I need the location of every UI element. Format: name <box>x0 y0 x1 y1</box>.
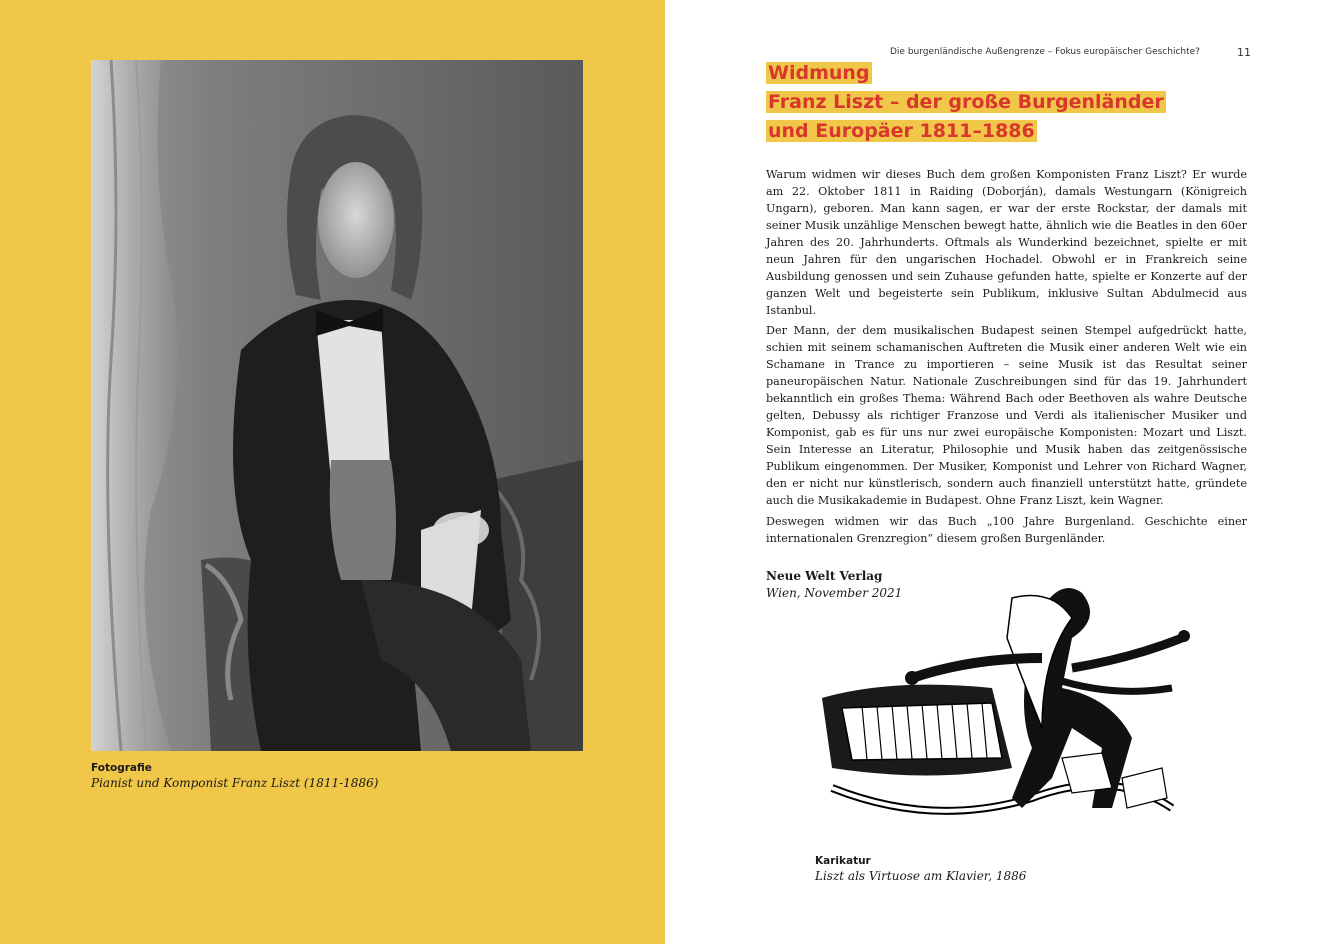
title-line-3: und Europäer 1811–1886 <box>768 120 1035 142</box>
title-line-1: Widmung <box>768 62 870 84</box>
title-line-2: Franz Liszt – der große Burgenländer <box>768 91 1164 113</box>
paragraph-2: Der Mann, der dem musikalischen Budapest seinen Stempel aufgedrückt hatte, schien mit seinem schamanischen Auftreten die Musik einer anderen Welt wie ein Schamane in Trance zu importieren – seine Musik ist das Resultat seiner paneuropäischen Natur. Nationale Zuschreibungen sind für das 19. Jahrhundert bekanntlich ein großes Thema: Während Bach oder Beethoven als wahre Deutsche gelten, Debussy als richtiger Franzose und Verdi als italienischer Musiker und Komponist, gab es für uns nur zwei europäische Komponisten: Mozart und Liszt. Sein Interesse an Literatur, Philosophie und Musik haben das zeitgenössische Publikum eingenommen. Der Musiker, Komponist und Lehrer von Richard Wagner, den er nicht nur künstlerisch, sondern auch finanziell unterstützt hatte, gründete auch die Musikakademie in Budapest. Ohne Franz Liszt, kein Wagner. <box>766 324 1247 507</box>
paragraph-3: Deswegen widmen wir das Buch „100 Jahre Burgenland. Geschichte einer internationalen Grenzregion“ diesem großen Burgenländer. <box>766 515 1247 545</box>
caricature-caption-label: Karikatur <box>815 855 871 867</box>
page-title <box>766 59 1166 146</box>
publisher-name: Neue Welt Verlag <box>766 569 883 583</box>
page-number: 11 <box>1237 46 1251 59</box>
caricature-caption: Liszt als Virtuose am Klavier, 1886 <box>815 869 1027 883</box>
running-head: Die burgenländische Außengrenze – Fokus europäischer Geschichte? <box>890 47 1200 57</box>
portrait-photo <box>91 60 583 751</box>
caricature-image <box>812 578 1202 850</box>
paragraph-1: Warum widmen wir dieses Buch dem großen Komponisten Franz Liszt? Er wurde am 22. Oktober 1811 in Raiding (Doborján), damals Westungarn (Königreich Ungarn), geboren. Man kann sagen, er war der erste Rockstar, der damals mit seiner Musik unzählige Menschen bewegt hatte, ähnlich wie die Beatles in den 60er Jahren des 20. Jahrhunderts. Oftmals als Wunderkind bezeichnet, spielte er mit neun Jahren für den ungarischen Hochadel. Obwohl er in Frankreich seine Ausbildung genossen und sein Zuhause gefunden hatte, spielte er Konzerte auf der ganzen Welt und begeisterte sein Publikum, inklusive Sultan Abdulmecid aus Istanbul. <box>766 168 1247 317</box>
photo-caption-label: Fotografie <box>91 762 152 774</box>
place-date: Wien, November 2021 <box>766 586 903 600</box>
photo-caption: Pianist und Komponist Franz Liszt (1811-1886) <box>91 776 379 790</box>
